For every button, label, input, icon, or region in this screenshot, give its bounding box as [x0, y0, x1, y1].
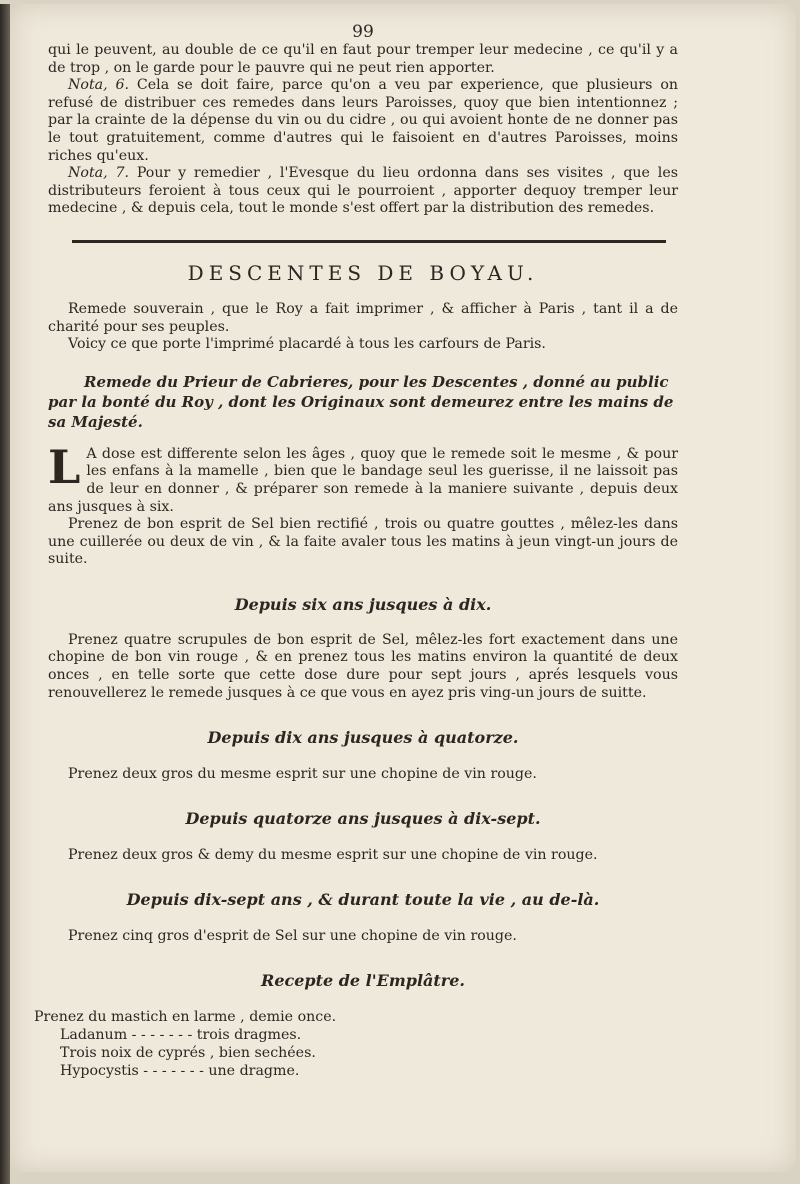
dose-paragraph — [48, 439, 678, 516]
intro-continuation: qui le peuvent, au double de ce qu'il en faut pour tremper leur medecine , ce qu'il y a de trop , on le garde pour le pauvre qui ne peut rien apporter. — [48, 42, 678, 76]
recipe-line: Prenez du mastich en larme , demie once. — [34, 1009, 337, 1026]
prenez-paragraph: Prenez de bon esprit de Sel bien rectifié , trois ou quatre gouttes , mêlez-les dans une cuillerée ou deux de vin , & la faite avaler tous les matins à jeun vingt-un jours de suite. — [48, 516, 678, 568]
nota-7-text: Pour y remedier , l'Evesque du lieu ordonna dans ses visites , que les distributeurs feroient à tous ceux qui le pourroient , apporter dequoy tremper leur medecine , & depuis cela, tout le monde s'est offert par la distribution des remedes. — [48, 165, 678, 217]
nota-7-paragraph — [48, 165, 678, 218]
page-content — [34, 22, 679, 1080]
recipe-title: Recepte de l'Emplâtre. — [261, 971, 465, 991]
recipe-line: Hypocystis - - - - - - - une dragme. — [60, 1063, 300, 1080]
page-edge-shadow — [0, 4, 10, 1184]
section-title-dixsept-vie: Depuis dix-sept ans , & durant toute la vie , au de-là. — [126, 890, 600, 910]
book-page — [10, 4, 796, 1172]
nota-6-label: Nota, 6. — [68, 77, 130, 94]
section-title-six-dix: Depuis six ans jusques à dix. — [234, 594, 492, 614]
section-text-dix-quatorze: Prenez deux gros du mesme esprit sur une chopine de vin rouge. — [68, 766, 537, 783]
section-text-six-dix: Prenez quatre scrupules de bon esprit de Sel, mêlez-les fort exactement dans une chopine de bon vin rouge , & en prenez tous les matins environ la quantité de deux onces , en telle sorte que cette dose dure pour sept jours , aprés lesquels vous renouvellerez le remede jusques à ce que vous en ayez pris ving-un jours de suitte. — [48, 631, 678, 701]
recipe-line: Trois noix de cyprés , bien sechées. — [60, 1045, 316, 1062]
voicy-line: Voicy ce que porte l'imprimé placardé à tous les carfours de Paris. — [68, 336, 546, 353]
nota-6-paragraph — [48, 77, 678, 165]
nota-7-label: Nota, 7. — [68, 165, 129, 182]
section-title-quatorze-dixsept: Depuis quatorze ans jusques à dix-sept. — [185, 809, 541, 829]
drop-cap: L — [48, 439, 81, 494]
recipe-line: Ladanum - - - - - - - trois dragmes. — [60, 1027, 302, 1044]
remede-intro: Remede souverain , que le Roy a fait imprimer , & afficher à Paris , tant il a de charité pour ses peuples. — [48, 300, 678, 335]
remede-subtitle: Remede du Prieur de Cabrieres, pour les Descentes , donné au public par la bonté du Roy , dont les Originaux sont demeurez entre les mains de sa Majesté. — [48, 372, 674, 431]
section-heading: DESCENTES DE BOYAU. — [187, 260, 539, 285]
section-text-quatorze-dixsept: Prenez deux gros & demy du mesme esprit sur une chopine de vin rouge. — [68, 847, 598, 864]
page-number: 99 — [352, 22, 374, 42]
section-text-dixsept-vie: Prenez cinq gros d'esprit de Sel sur une chopine de vin rouge. — [68, 928, 517, 945]
nota-6-text: Cela se doit faire, parce qu'on a veu par experience, que plusieurs on refusé de distribuer ces remedes dans leurs Paroisses, quoy que bien intentionnez ; par la crainte de la dépense du vin ou du cidre , ou qui avoient honte de ne donner pas le tout gratuitement, comme d'autres qui le faisoient en d'autres Paroisses, moins riches qu'eux. — [48, 77, 679, 164]
horizontal-rule — [72, 240, 666, 243]
recipe-list — [34, 1008, 678, 1080]
dose-paragraph-text: A dose est differente selon les âges , quoy que le remede soit le mesme , & pour les enfans à la mamelle , bien que le bandage seul les guerisse, il ne laissoit pas de leur en donner , & préparer son remede à la maniere suivante , depuis deux ans jusques à six. — [48, 445, 678, 515]
section-title-dix-quatorze: Depuis dix ans jusques à quatorze. — [207, 728, 519, 748]
